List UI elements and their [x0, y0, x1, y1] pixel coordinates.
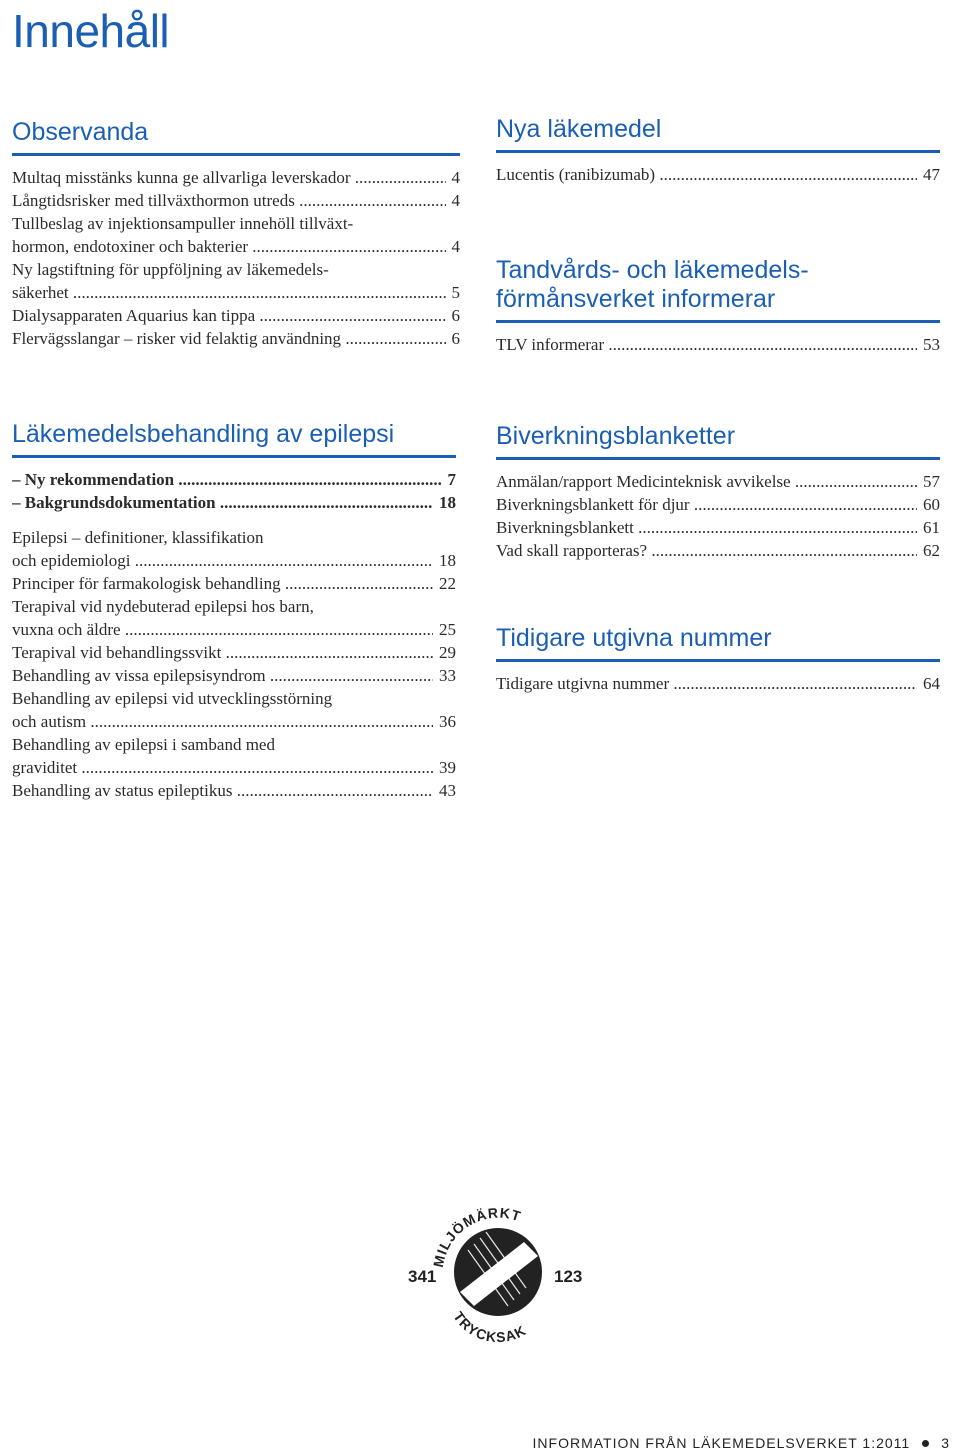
toc-entry-title: [12, 687, 433, 733]
toc-entry: [12, 664, 456, 687]
toc-entry-title: Flervägsslangar – risker vid felaktig användning .....: [12, 327, 446, 350]
footer-publication: INFORMATION FRÅN LÄKEMEDELSVERKET 1:2011: [532, 1435, 911, 1451]
toc-entry-page-number: 18: [439, 493, 456, 512]
toc-list-tidigare: [496, 672, 940, 695]
section-rule: [12, 153, 460, 156]
toc-entry-page-number: 57: [923, 472, 940, 491]
toc-entry: [12, 189, 460, 212]
ecolabel-bottom-text: TRYCKSAK: [450, 1308, 529, 1346]
spacer: [12, 514, 456, 526]
toc-entry-title: Biverkningsblankett för djur .....: [496, 493, 917, 516]
toc-entry-page-number: 60: [923, 495, 940, 514]
section-rule: [12, 455, 456, 458]
toc-entry-page-number: 6: [451, 306, 460, 325]
toc-entry-title: TLV informerar .....: [496, 333, 917, 356]
toc-entry-title: Anmälan/rapport Medicinteknisk avvikelse .....: [496, 470, 917, 493]
toc-entry: [12, 212, 460, 258]
toc-entry-title-line2: graviditet .....: [12, 756, 433, 779]
toc-entry: [12, 733, 456, 779]
toc-entry-page-number: 4: [451, 168, 460, 187]
toc-entry: [12, 166, 460, 189]
toc-list-biverkning: [496, 470, 940, 562]
toc-entry: [12, 572, 456, 595]
toc-list-epilepsi: [12, 526, 456, 802]
toc-entry-title: Vad skall rapporteras? .....: [496, 539, 917, 562]
section-rule: [496, 150, 940, 153]
toc-entry-title-line1: Behandling av epilepsi i samband med: [12, 735, 275, 754]
toc-entry-title: [12, 595, 433, 641]
toc-entry: [12, 526, 456, 572]
toc-entry: [496, 539, 940, 562]
toc-entry-title: [12, 258, 446, 304]
toc-entry-page-number: 4: [451, 237, 460, 256]
toc-entry-title: Biverkningsblankett .....: [496, 516, 917, 539]
toc-entry-page-number: 64: [923, 674, 940, 693]
toc-entry-page-number: 6: [451, 329, 460, 348]
toc-entry-title: Tidigare utgivna nummer .....: [496, 672, 917, 695]
toc-entry-page-number: 47: [923, 165, 940, 184]
toc-entry-title: – Ny rekommendation .....: [12, 468, 442, 491]
toc-entry-page-number: 25: [439, 620, 456, 639]
toc-entry-title: Terapival vid behandlingssvikt .....: [12, 641, 433, 664]
toc-entry: [12, 258, 460, 304]
section-tlv: [496, 256, 940, 356]
footer-separator-dot: [922, 1440, 929, 1447]
ecolabel-top-text: MILJÖMÄRKT: [429, 1204, 524, 1269]
toc-entry-title: Behandling av status epileptikus .....: [12, 779, 433, 802]
toc-list-tlv: [496, 333, 940, 356]
section-observanda: [12, 118, 460, 350]
toc-entry-page-number: 22: [439, 574, 456, 593]
section-epilepsi: [12, 420, 456, 802]
toc-list-nya-lakemedel: [496, 163, 940, 186]
toc-list-observanda: [12, 166, 460, 350]
toc-entry-page-number: 7: [447, 470, 456, 489]
toc-entry-page-number: 5: [451, 283, 460, 302]
section-rule: [496, 320, 940, 323]
toc-entry: [12, 595, 456, 641]
toc-entry-title: [12, 526, 433, 572]
toc-entry: [496, 516, 940, 539]
section-rule: [496, 659, 940, 662]
toc-entry-title: [12, 212, 446, 258]
footer-page-number: 3: [941, 1435, 950, 1451]
toc-entry-page-number: 18: [439, 551, 456, 570]
toc-entry-page-number: 29: [439, 643, 456, 662]
section-title-tlv-line1: Tandvårds- och läkemedels-: [496, 256, 809, 284]
section-title-nya-lakemedel: Nya läkemedel: [496, 115, 662, 143]
section-nya-lakemedel: [496, 115, 940, 186]
toc-entry: [496, 333, 940, 356]
toc-entry-title: Dialysapparaten Aquarius kan tippa .....: [12, 304, 446, 327]
toc-entry-title: [12, 733, 433, 779]
section-tidigare: [496, 624, 940, 695]
toc-entry-title-line2: och epidemiologi .....: [12, 549, 433, 572]
toc-entry: [496, 493, 940, 516]
page-title: Innehåll: [12, 5, 170, 57]
toc-entry-page-number: 53: [923, 335, 940, 354]
toc-entry-page-number: 4: [451, 191, 460, 210]
toc-entry-title-line1: Behandling av epilepsi vid utvecklingsstörning: [12, 689, 333, 708]
toc-entry: [496, 672, 940, 695]
section-biverkning: [496, 422, 940, 562]
toc-entry: [12, 491, 456, 514]
toc-entry-title: Principer för farmakologisk behandling .....: [12, 572, 433, 595]
toc-entry-title-line1: Tullbeslag av injektionsampuller innehöll tillväxt-: [12, 214, 354, 233]
toc-entry: [12, 327, 460, 350]
section-title-observanda: Observanda: [12, 118, 149, 146]
toc-entry-page-number: 43: [439, 781, 456, 800]
toc-entry-title-line2: säkerhet .....: [12, 281, 446, 304]
toc-entry-page-number: 61: [923, 518, 940, 537]
toc-entry: [12, 641, 456, 664]
toc-entry-title-line2: vuxna och äldre .....: [12, 618, 433, 641]
toc-entry-title: – Bakgrundsdokumentation .....: [12, 491, 433, 514]
section-title-biverkning: Biverkningsblanketter: [496, 422, 736, 450]
toc-entry-title-line1: Ny lagstiftning för uppföljning av läkemedels-: [12, 260, 329, 279]
toc-entry: [496, 163, 940, 186]
ecolabel-left-number: 341: [408, 1267, 437, 1286]
section-rule: [496, 457, 940, 460]
section-title-tlv: [496, 256, 940, 314]
toc-list-epilepsi-bold: [12, 468, 456, 514]
toc-entry-title: Multaq misstänks kunna ge allvarliga leverskador .....: [12, 166, 446, 189]
toc-entry-title-line1: Epilepsi – definitioner, klassifikation: [12, 528, 264, 547]
page-footer: [533, 1435, 950, 1451]
section-title-tlv-line2: förmånsverket informerar: [496, 285, 776, 313]
toc-entry-title-line2: och autism .....: [12, 710, 433, 733]
toc-entry-page-number: 33: [439, 666, 456, 685]
toc-entry-title: Lucentis (ranibizumab) .....: [496, 163, 917, 186]
toc-entry: [12, 687, 456, 733]
toc-entry-page-number: 36: [439, 712, 456, 731]
ecolabel-swan-logo: [398, 1198, 598, 1348]
toc-entry-title-line1: Terapival vid nydebuterad epilepsi hos barn,: [12, 597, 314, 616]
section-title-tidigare: Tidigare utgivna nummer: [496, 624, 772, 652]
toc-entry-title: Långtidsrisker med tillväxthormon utreds .....: [12, 189, 446, 212]
toc-entry: [496, 470, 940, 493]
toc-entry-title-line2: hormon, endotoxiner och bakterier .....: [12, 235, 446, 258]
section-title-epilepsi: Läkemedelsbehandling av epilepsi: [12, 420, 395, 448]
toc-entry: [12, 304, 460, 327]
toc-entry: [12, 468, 456, 491]
toc-entry-page-number: 62: [923, 541, 940, 560]
toc-entry-title: Behandling av vissa epilepsisyndrom .....: [12, 664, 433, 687]
toc-entry-page-number: 39: [439, 758, 456, 777]
ecolabel-right-number: 123: [554, 1267, 583, 1286]
toc-entry: [12, 779, 456, 802]
